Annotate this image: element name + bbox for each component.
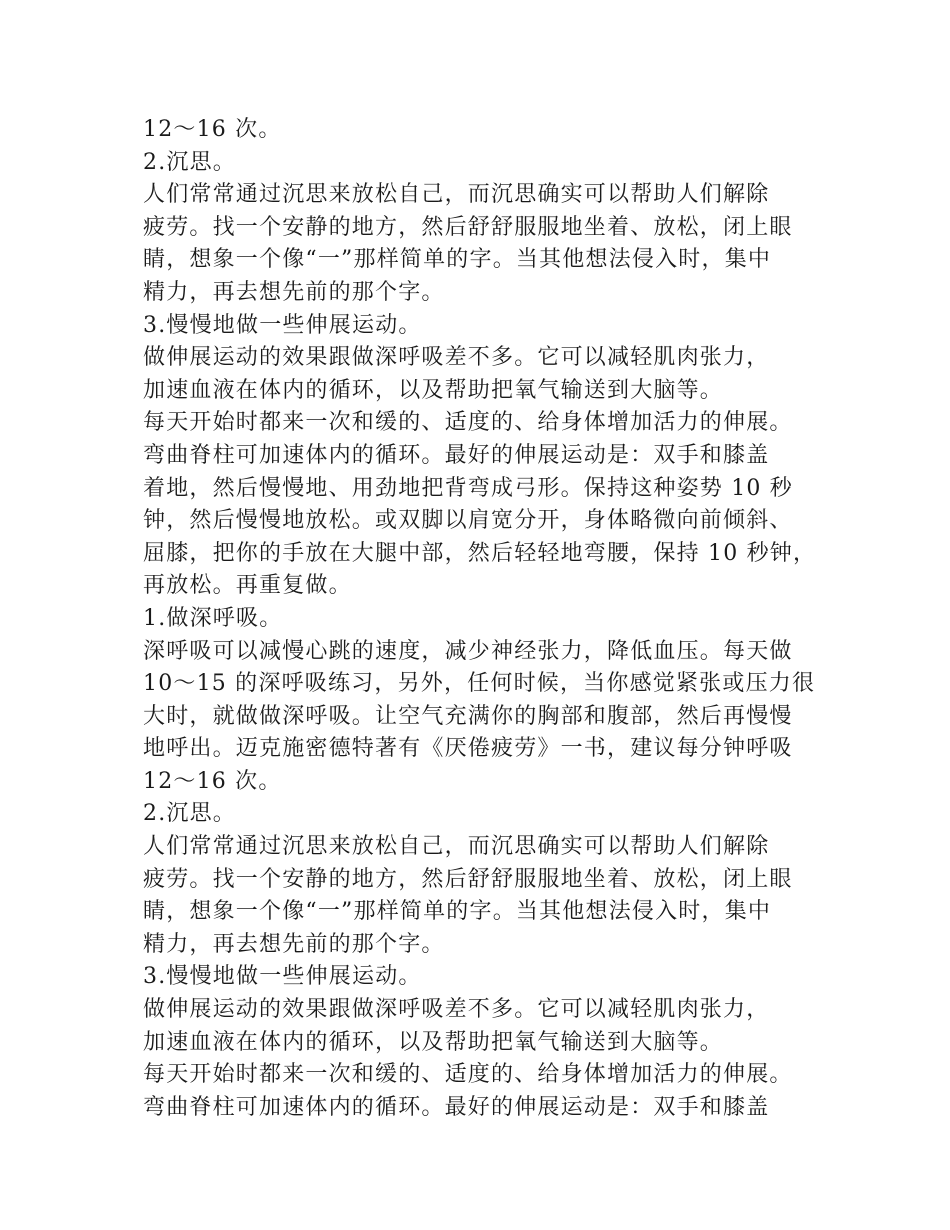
text-line: 精力，再去想先前的那个字。 [143,279,445,305]
text-line: 人们常常通过沉思来放松自己，而沉思确实可以帮助人们解除 [143,834,770,860]
text-line: 加速血液在体内的循环，以及帮助把氧气输送到大脑等。 [143,1029,724,1055]
text-line: 深呼吸可以减慢心跳的速度，减少神经张力，降低血压。每天做 [143,638,793,664]
text-line: 睛，想象一个像“一”那样简单的字。当其他想法侵入时，集中 [143,247,772,273]
text-line: 12～16 次。 [143,117,282,142]
section-heading: 3.慢慢地做一些伸展运动。 [143,312,422,338]
section-heading: 2.沉思。 [143,149,236,175]
text-line: 做伸展运动的效果跟做深呼吸差不多。它可以减轻肌肉张力， [143,345,770,371]
text-line: 着地，然后慢慢地、用劲地把背弯成弓形。保持这种姿势 10 秒 [143,475,793,501]
text-line: 睛，想象一个像“一”那样简单的字。当其他想法侵入时，集中 [143,899,772,925]
text-line: 加速血液在体内的循环，以及帮助把氧气输送到大脑等。 [143,377,724,403]
text-line: 钟，然后慢慢地放松。或双脚以肩宽分开，身体略微向前倾斜、 [143,508,793,534]
text-line: 弯曲脊柱可加速体内的循环。最好的伸展运动是：双手和膝盖 [143,1094,770,1120]
text-line: 屈膝，把你的手放在大腿中部，然后轻轻地弯腰，保持 10 秒钟， [143,540,817,566]
text-line: 再放松。再重复做。 [143,573,352,599]
text-line: 大时，就做做深呼吸。让空气充满你的胸部和腹部，然后再慢慢 [143,703,793,729]
text-line: 12～16 次。 [143,768,282,794]
text-line: 疲劳。找一个安静的地方，然后舒舒服服地坐着、放松，闭上眼 [143,866,793,892]
text-line: 精力，再去想先前的那个字。 [143,931,445,957]
text-line: 做伸展运动的效果跟做深呼吸差不多。它可以减轻肌肉张力， [143,997,770,1023]
section-heading: 3.慢慢地做一些伸展运动。 [143,964,422,990]
text-line: 地呼出。迈克施密德特著有《厌倦疲劳》一书，建议每分钟呼吸 [143,736,793,762]
section-heading: 1.做深呼吸。 [143,605,283,631]
text-line: 人们常常通过沉思来放松自己，而沉思确实可以帮助人们解除 [143,182,770,208]
text-line: 疲劳。找一个安静的地方，然后舒舒服服地坐着、放松，闭上眼 [143,214,793,240]
text-line: 每天开始时都来一次和缓的、适度的、给身体增加活力的伸展。 [143,410,793,436]
section-heading: 2.沉思。 [143,801,236,827]
text-line: 10～15 的深呼吸练习，另外，任何时候，当你感觉紧张或压力很 [143,671,816,697]
text-line: 每天开始时都来一次和缓的、适度的、给身体增加活力的伸展。 [143,1062,793,1088]
document-body [143,114,823,1124]
text-line: 弯曲脊柱可加速体内的循环。最好的伸展运动是：双手和膝盖 [143,442,770,468]
